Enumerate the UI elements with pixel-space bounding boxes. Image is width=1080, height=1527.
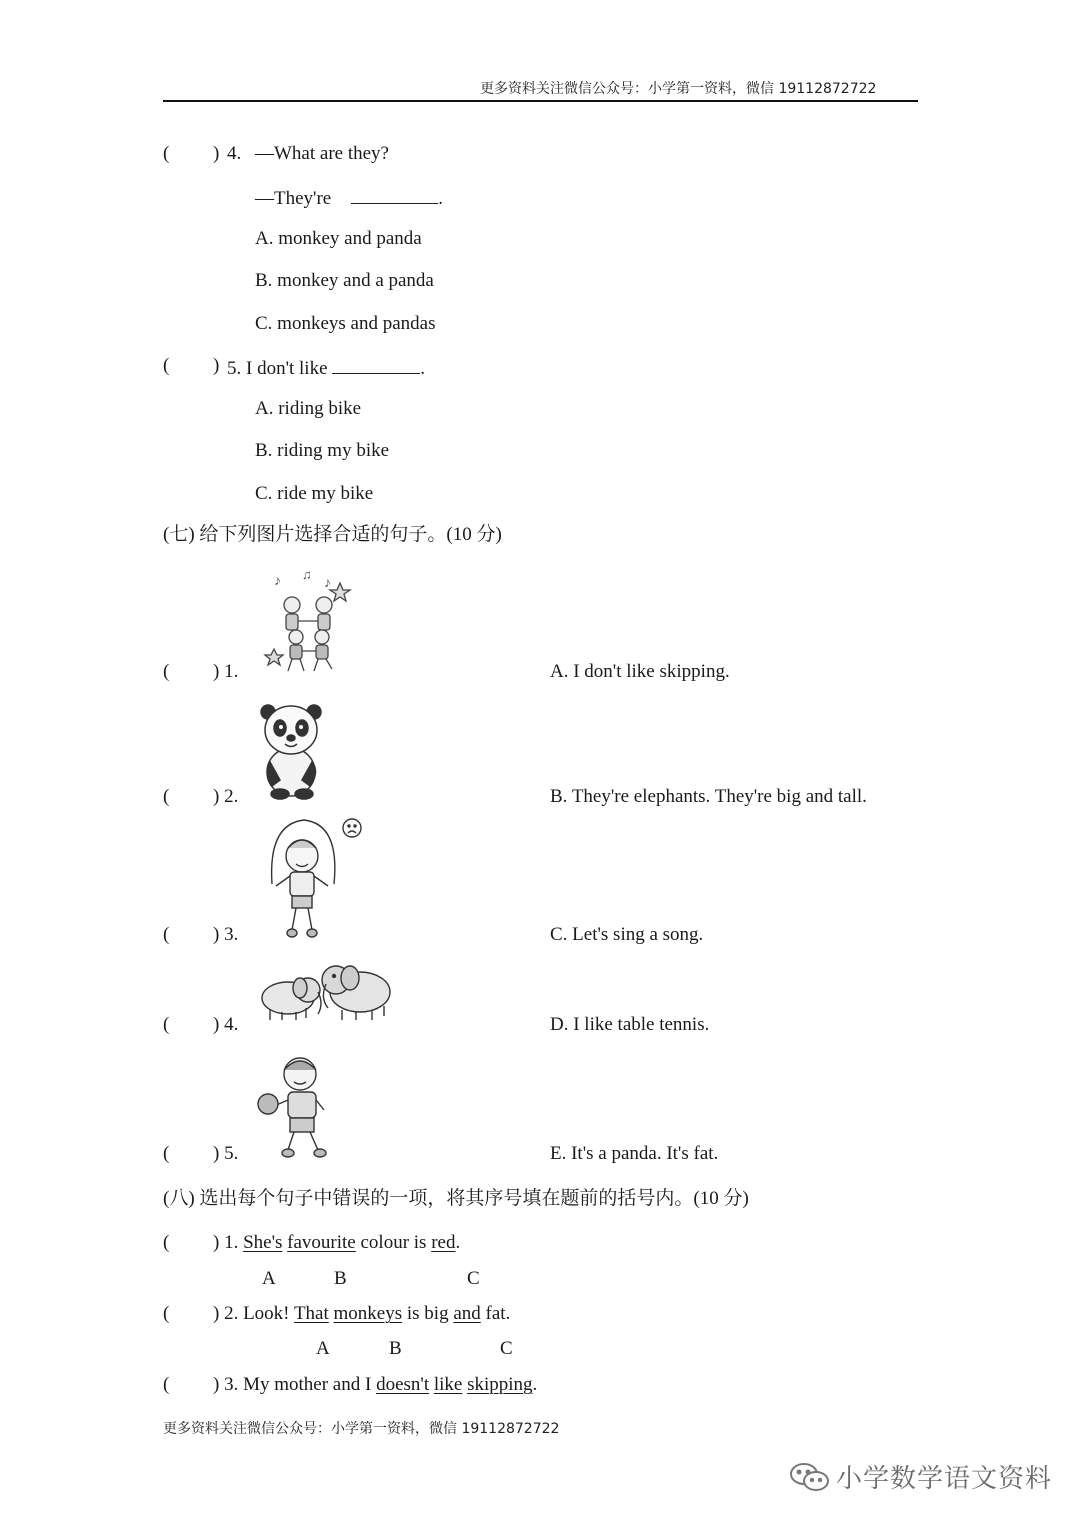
p7-item5-number: ) 5. [213, 1143, 239, 1164]
q4-blank[interactable] [351, 185, 438, 204]
wechat-icon [788, 1461, 832, 1493]
q4-number: 4. [227, 143, 242, 164]
q5-right-paren: ) [213, 355, 220, 376]
p8-q1-sentence [213, 1232, 460, 1254]
children-singing-image [262, 565, 352, 677]
p8-q2-paren: ( [163, 1303, 170, 1324]
q5-option-c: C. ride my bike [255, 483, 374, 504]
q4-left-paren: ( [163, 143, 170, 164]
q4-answer-line [255, 185, 443, 210]
p7-item1-paren: ( [163, 661, 170, 682]
q4-option-c: C. monkeys and pandas [255, 313, 436, 334]
p7-answer-b: B. They're elephants. They're big and tall. [550, 786, 867, 807]
svg-text:♪: ♪ [324, 576, 331, 591]
q4-question: —What are they? [255, 143, 389, 164]
p8-q3-number: ) 3. My mother and I [213, 1374, 372, 1395]
p8-q2-text: is big [402, 1303, 454, 1324]
p7-item4-number: ) 4. [213, 1014, 239, 1035]
p8-q1-word-c: red [431, 1232, 456, 1253]
svg-text:♫: ♫ [302, 567, 312, 582]
svg-text:♪: ♪ [274, 574, 281, 589]
q5-question-prefix: I don't like [246, 358, 328, 379]
part8-title: (八) 选出每个句子中错误的一项，将其序号填在题前的括号内。(10 分) [163, 1188, 749, 1209]
p8-q1-label-b: B [334, 1268, 347, 1289]
p8-q3-word-c: skipping [467, 1374, 533, 1395]
p8-q1-label-a: A [262, 1268, 276, 1289]
p8-q3-word-a: doesn't [376, 1374, 430, 1395]
page-header-note: 更多资料关注微信公众号：小学第一资料，微信 19112872722 [480, 81, 877, 97]
boy-skipping-image [262, 814, 368, 942]
part7-title: (七) 给下列图片选择合适的句子。(10 分) [163, 524, 502, 545]
p8-q1-end: . [455, 1232, 461, 1253]
q5-question-suffix: . [420, 358, 426, 379]
p7-item2-paren: ( [163, 786, 170, 807]
q5-option-b: B. riding my bike [255, 440, 390, 461]
p8-q2-end: fat. [480, 1303, 511, 1324]
q4-option-b: B. monkey and a panda [255, 270, 434, 291]
p8-q2-label-c: C [500, 1338, 513, 1359]
boy-table-tennis-image [254, 1050, 334, 1160]
q5-number: 5. [227, 358, 242, 379]
p8-q2-label-a: A [316, 1338, 330, 1359]
p7-answer-c: C. Let's sing a song. [550, 924, 704, 945]
p7-item4-paren: ( [163, 1014, 170, 1035]
q4-answer-suffix: . [438, 188, 443, 209]
p8-q1-word-b: favourite [287, 1232, 356, 1253]
q5-option-a: A. riding bike [255, 398, 362, 419]
p8-q3-end: . [532, 1374, 538, 1395]
p7-item3-number: ) 3. [213, 924, 239, 945]
q5-blank[interactable] [332, 355, 420, 374]
p7-answer-a: A. I don't like skipping. [550, 661, 730, 682]
p7-item5-paren: ( [163, 1143, 170, 1164]
page-footer-note: 更多资料关注微信公众号：小学第一资料，微信 19112872722 [163, 1421, 560, 1437]
p7-item2-number: ) 2. [213, 786, 239, 807]
watermark [788, 1458, 1052, 1495]
q5-line [227, 355, 425, 380]
p8-q1-label-c: C [467, 1268, 480, 1289]
elephants-image [252, 958, 398, 1024]
p8-q1-number: ) 1. [213, 1232, 239, 1253]
p8-q2-word-b: monkeys [333, 1303, 403, 1324]
p8-q3-word-b: like [433, 1374, 463, 1395]
panda-image [258, 700, 324, 800]
p7-item1-number: ) 1. [213, 661, 239, 682]
p8-q3-sentence [213, 1374, 537, 1396]
p7-item3-paren: ( [163, 924, 170, 945]
p8-q2-label-b: B [389, 1338, 402, 1359]
q5-left-paren: ( [163, 355, 170, 376]
p7-answer-e: E. It's a panda. It's fat. [550, 1143, 719, 1164]
p8-q2-word-a: That [293, 1303, 329, 1324]
p8-q1-paren: ( [163, 1232, 170, 1253]
p8-q2-sentence [213, 1303, 510, 1325]
p7-answer-d: D. I like table tennis. [550, 1014, 710, 1035]
header-rule [163, 100, 918, 102]
p8-q3-paren: ( [163, 1374, 170, 1395]
p8-q1-word-a: She's [243, 1232, 283, 1253]
q4-right-paren: ) [213, 143, 220, 164]
q4-option-a: A. monkey and panda [255, 228, 422, 249]
p8-q2-number: ) 2. Look! [213, 1303, 290, 1324]
p8-q2-word-c: and [453, 1303, 481, 1324]
p8-q1-text: colour is [355, 1232, 432, 1253]
watermark-text: 小学数学语文资料 [836, 1464, 1053, 1494]
q4-answer-prefix: —They're [255, 188, 332, 209]
